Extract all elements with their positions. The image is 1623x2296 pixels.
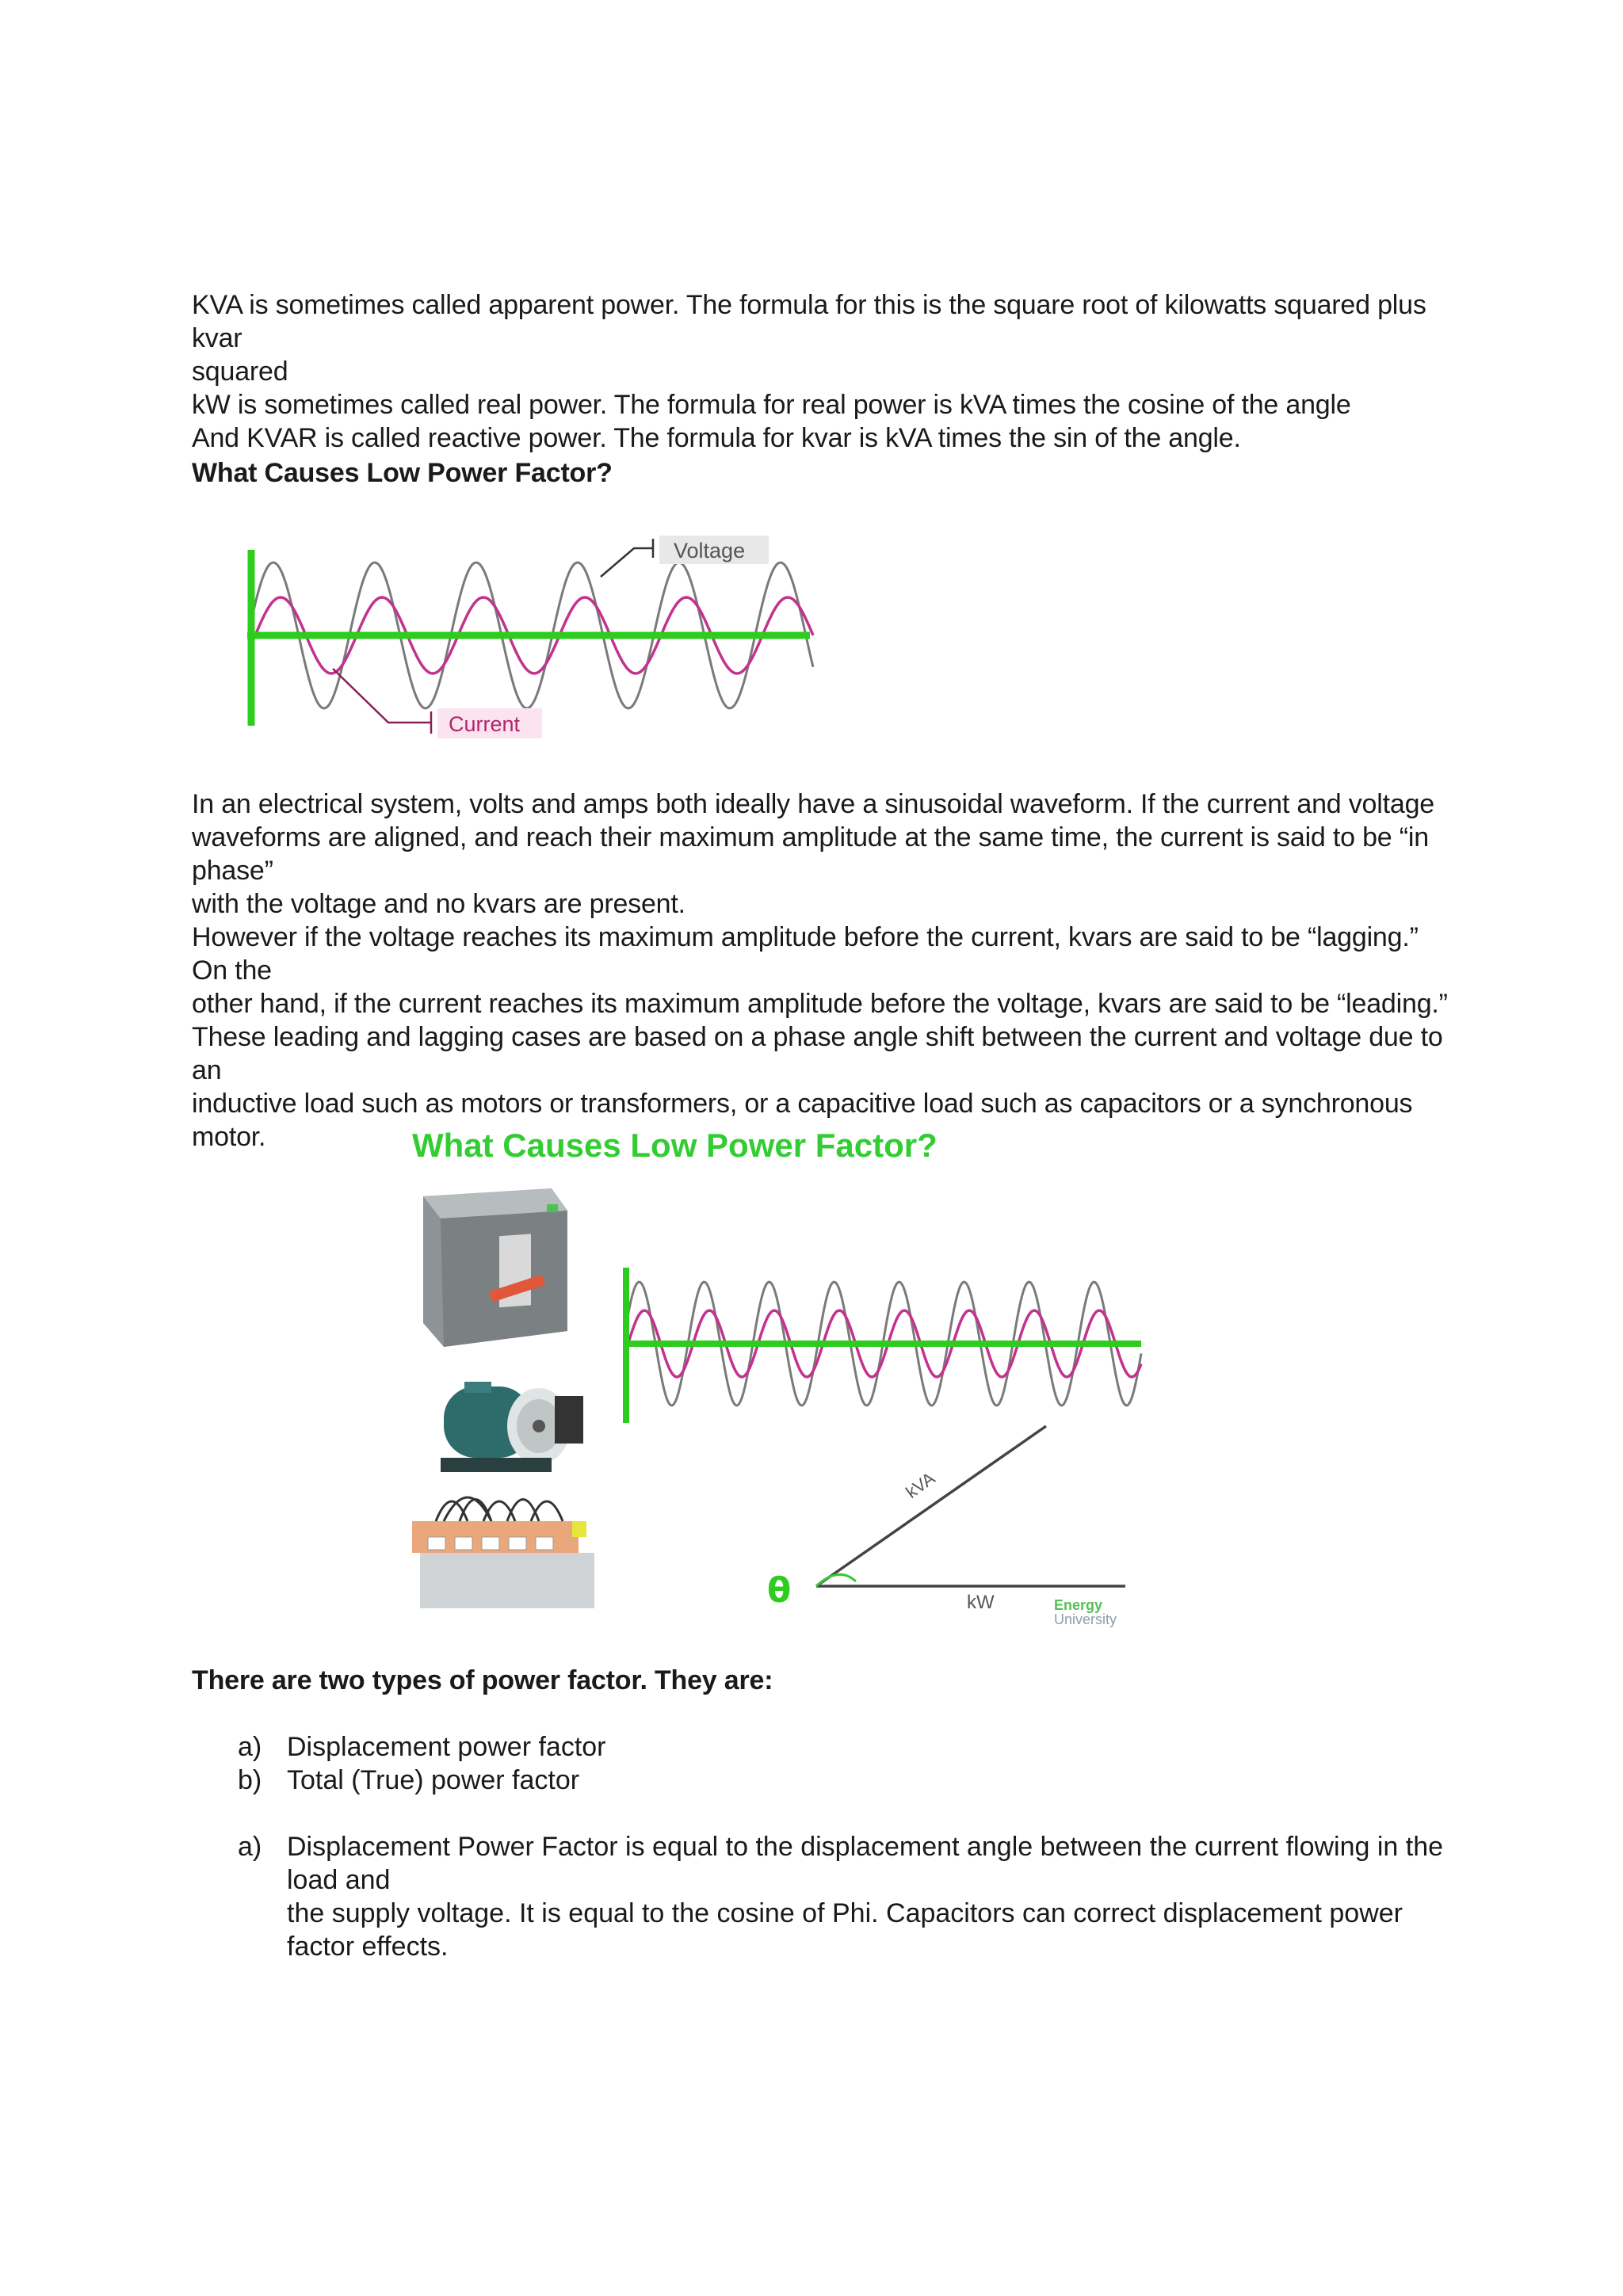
theta-symbol: θ: [767, 1570, 792, 1611]
heading-two-types: There are two types of power factor. They are:: [192, 1665, 773, 1695]
paragraph-lagging-leading: [192, 921, 1460, 1020]
heading-what-causes: What Causes Low Power Factor?: [192, 458, 613, 488]
definition-list: [238, 1830, 1474, 1963]
kva-line: [816, 1426, 1046, 1586]
intro-paragraph: [192, 288, 1460, 455]
paragraph-in-phase: [192, 788, 1460, 921]
list-item: [238, 1730, 1474, 1764]
para2-line-2: other hand, if the current reaches its maximum amplitude before the voltage, kvars are said to be “leading.”: [192, 989, 1448, 1019]
para1-line-3: with the voltage and no kvars are present.: [192, 889, 685, 919]
list-item-text: Total (True) power factor: [287, 1765, 580, 1795]
figure2-title: What Causes Low Power Factor?: [412, 1127, 938, 1164]
brand-line-2: University: [1054, 1611, 1117, 1627]
list-marker: a): [238, 1732, 262, 1762]
intro-line-1b: squared: [192, 357, 288, 387]
figure2-waves: [623, 1268, 1141, 1423]
definition-marker: a): [238, 1832, 262, 1862]
low-power-factor-figure: [388, 1109, 1181, 1648]
intro-line-2: kW is sometimes called real power. The formula for real power is kVA times the cosine of the angle: [192, 390, 1351, 420]
voltage-current-waveform-figure: [238, 523, 840, 761]
para3-line-2: inductive load such as motors or transformers, or a capacitive load such as capacitors or a synchronous motor.: [192, 1089, 1413, 1152]
list-item: [238, 1764, 1474, 1797]
para1-line-2: waveforms are aligned, and reach their maximum amplitude at the same time, the current is said to be “in phase”: [192, 822, 1429, 886]
energy-university-logo: [1054, 1597, 1117, 1627]
para3-line-1: These leading and lagging cases are based on a phase angle shift between the current and voltage due to an: [192, 1022, 1443, 1085]
definition-line-1: Displacement Power Factor is equal to the displacement angle between the current flowing in the load and: [287, 1832, 1444, 1895]
capacitor-bank-icon: [412, 1497, 594, 1608]
para2-line-1: However if the voltage reaches its maximum amplitude before the current, kvars are said to be “lagging.” On the: [192, 922, 1419, 986]
figure1-waves: [247, 550, 813, 726]
para1-line-1: In an electrical system, volts and amps both ideally have a sinusoidal waveform. If the current and voltage: [192, 789, 1434, 819]
list-marker: b): [238, 1765, 262, 1795]
kw-label: kW: [967, 1592, 995, 1613]
intro-line-3: And KVAR is called reactive power. The formula for kvar is kVA times the sin of the angle.: [192, 423, 1241, 453]
transformer-icon: [423, 1188, 567, 1347]
current-callout: [333, 669, 542, 738]
power-triangle: [767, 1426, 1125, 1613]
kva-label: kVA: [902, 1468, 939, 1503]
definition-item: [238, 1830, 1474, 1963]
list-item-text: Displacement power factor: [287, 1732, 606, 1762]
voltage-callout: [601, 536, 769, 577]
definition-line-2: the supply voltage. It is equal to the cosine of Phi. Capacitors can correct displacement power factor effects.: [287, 1898, 1403, 1962]
voltage-label: Voltage: [674, 539, 746, 563]
motor-icon: [441, 1382, 583, 1472]
intro-line-1a: KVA is sometimes called apparent power. The formula for this is the square root of kilowatts squared plus kvar: [192, 290, 1426, 353]
power-factor-types-list: [238, 1730, 1474, 1797]
brand-line-1: Energy: [1054, 1597, 1103, 1613]
current-label: Current: [449, 712, 521, 736]
